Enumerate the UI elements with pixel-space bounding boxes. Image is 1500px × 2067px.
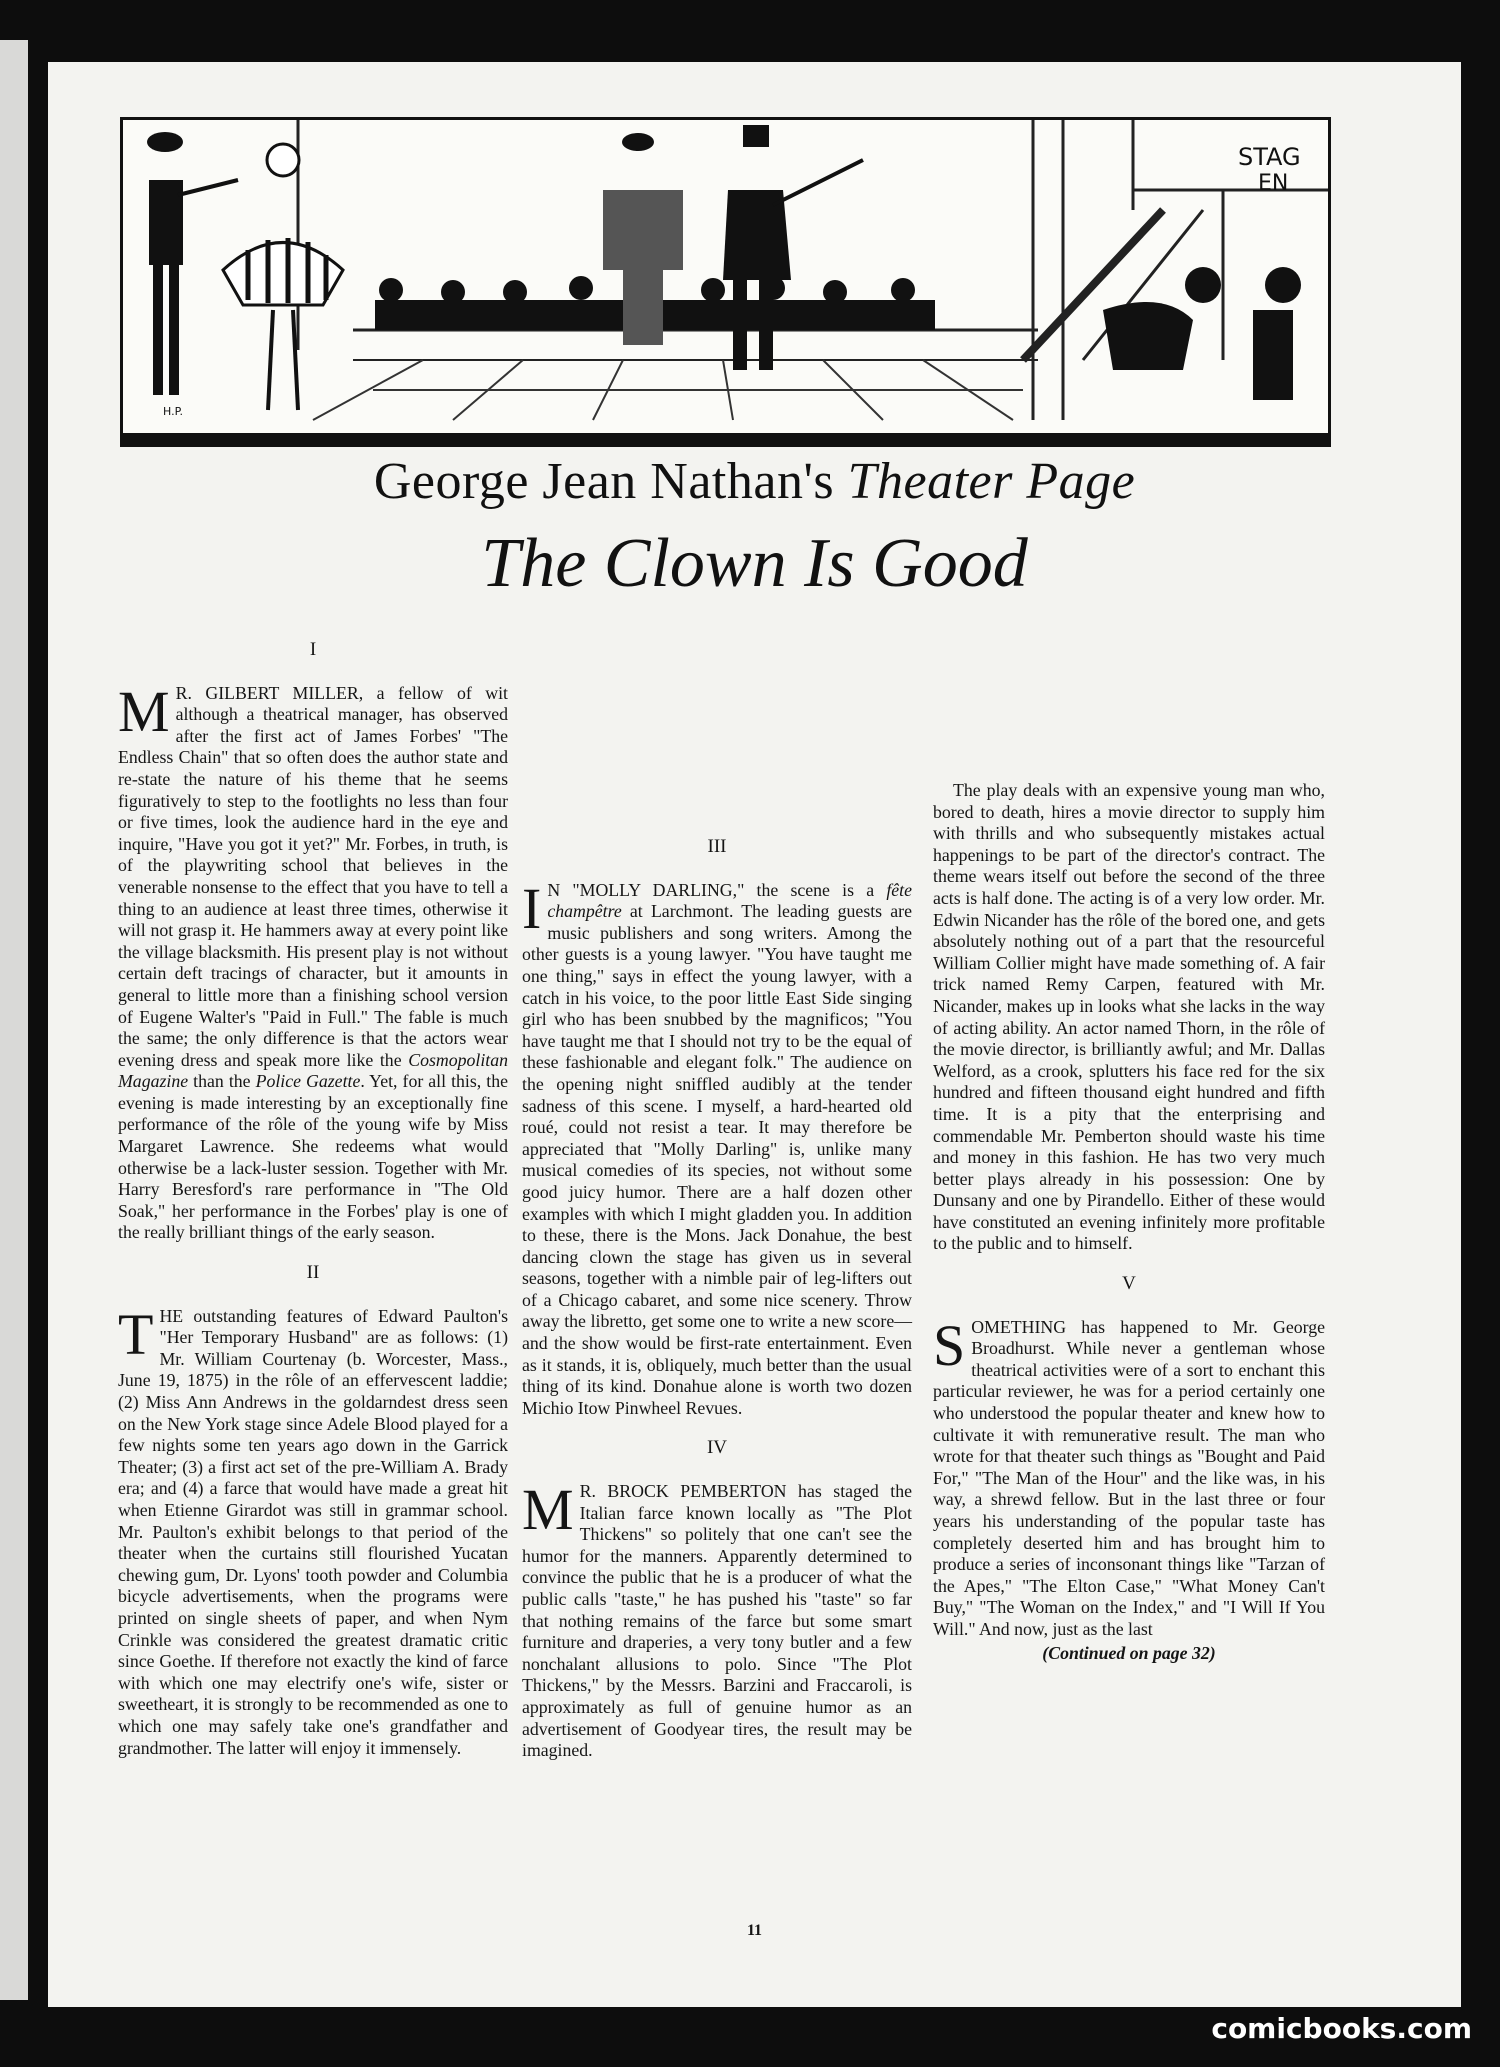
sign-text-1: STAG [1238,143,1301,171]
section-number: IV [706,1437,728,1459]
magazine-page [48,62,1461,2007]
section-number: I [309,639,317,660]
drop-cap: M [522,1477,574,1543]
article-title: The Clown Is Good [481,525,1028,602]
facing-page-edge [0,40,28,2000]
column-3 [933,630,1325,1664]
section-number: II [306,1262,320,1284]
section-number: III [707,836,727,857]
watermark: comicbooks.com [1211,2012,1472,2045]
column-1 [118,637,508,1759]
drop-cap: I [522,875,542,941]
sign-text-2: EN [1258,171,1289,196]
header-illustration [120,117,1331,447]
page-number: 11 [746,1922,763,1939]
drop-cap: T [118,1301,154,1367]
continued-note: (Continued on page 32) [1042,1642,1216,1663]
stage-scene-drawing [123,120,1328,433]
heading-author: George Jean Nathan's [373,453,848,510]
section-3-paragraph: I N "MOLLY DARLING," the scene is a fête champêtre at Larchmont. The leading guests are music publishers and song writers. Among the other guests is a young lawyer. "You have taught me one thing," says in effect the young lawyer, with a catch in his voice, to the poor little East Side singing girl who has been snubbed by the magnificos; "You have taught me that I should not try to be the equal of these fashionable and elegant folk." The audience on the opening night sniffled audibly at the tender sadness of this scene. I myself, a hard-hearted old roué, could not resist a tear. It may therefore be appreciated that "Molly Darling" is, unlike many musical comedies of its species, not without some good juicy humor. There are a half dozen other examples with which I might gladden you. In addition to these, there is the Mons. Jack Donahue, the best dancing clown the stage has given us in several seasons, together with a nimble pair of leg-lifters out of a Chicago cabaret, and some nice scenery. Throw away the libretto, get some one to write a new score—and the show would be first-rate entertainment. Even as it stands, it is, obliquely, much better than the usual thing of its kind. Donahue alone is worth two dozen Michio Itow Pinwheel Revues. [522,875,912,1418]
section-4-paragraph-2: The play deals with an expensive young man who, bored to death, hires a movie director to supply him with thrills and who subsequently mistakes actual happenings to be part of the director's contract. The theme wears itself out before the second of the three acts is half done. The acting is of a very low order. Mr. Edwin Nicander has the rôle of the bored one, and gets absolutely nothing out of a part that the resourceful William Collier might have made something of. A fair trick named Remy Carpen, featured with Mr. Nicander, makes up in looks what she lacks in the way of acting ability. An actor named Thorn, in the rôle of the movie director, is brilliantly awful; and Mr. Dallas Welford, as a crook, splutters his face red for the six hundred and fifteen thousand eight hundred and fifth time. It is a pity that the enterprising and commendable Mr. Pemberton should waste his time and money in this fashion. He has two very much better plays already in his possession: One by Dunsany and one by Pirandello. Either of these would have constituted an evening infinitely more profitable to the public and to himself. [933,780,1325,1254]
heading-italic: Theater Page [847,453,1136,510]
column-heading [48,452,1461,511]
drop-cap: S [933,1312,966,1378]
section-4-paragraph: M R. BROCK PEMBERTON has staged the Italian farce known locally as "The Plot Thickens" so politely that one can't see the humor for the manners. Apparently determined to convince the public that he is a producer of what the public calls "taste," he has pushed his "taste" so far that nothing remains of the farce but some smart furniture and draperies, a very tony butler and a few nonchalant allusions to polo. Since "The Plot Thickens," by the Messrs. Barzini and Fraccaroli, is approximately as full of genuine humor as an advertisement of Goodyear tires, the result may be imagined. [522,1477,912,1761]
section-5-paragraph: SOMETHING has happened to Mr. George Broadhurst. While never a gentleman whose theatrical activities were of a sort to enchant this particular reviewer, he was for a period certainly one who understood the popular theater and knew how to cultivate it with remunerative result. The man who wrote for that theater such things as "Bought and Paid For," "The Man of the Hour" and the like was, in his way, a shrewd fellow. But in the last three or four years his understanding of the popular taste has completely deserted him and has brought him to produce a series of inconsonant things like "Tarzan of the Apes," "The Elton Case," "What Money Can't Buy," "The Woman on the Index," and "I Will If You Will." And now, just as the last [933,1312,1325,1639]
section-1-paragraph: M R. GILBERT MILLER, a fellow of wit although a theatrical manager, has observed after the first act of James Forbes' "The Endless Chain" that so often does the author state and re-state the nature of his theme that he seems figuratively to step to the footlights no less than four or five times, look the audience hard in the eye and inquire, "Have you got it yet?" Mr. Forbes, in truth, is of the playwriting school that believes in the venerable nonsense to the effect that you have to tell a thing to an audience at least three times, otherwise it will not grasp it. He hammers away at every point like the village blacksmith. His present play is not without certain deft tracings of character, but it amounts in general to little more than a finishing school version of Eugene Walter's "Paid in Full." The fable is much the same; the only difference is that the actors wear evening dress and speak more like the Cosmopolitan Magazine than the Police Gazette. Yet, for all this, the evening is made interesting by an exceptionally fine performance of the rôle of the young wife by Miss Margaret Lawrence. She redeems what would otherwise be a lack-luster session. Together with Mr. Harry Beresford's rare performance in "The Old Soak," her performance in the Forbes' play is one of the really brilliant things of the early season. [118,678,508,1243]
section-2-paragraph: THE outstanding features of Edward Paulton's "Her Temporary Husband" are as follows: (1) Mr. William Courtenay (b. Worcester, Mass., June 19, 1875) in the rôle of an effervescent laddie; (2) Miss Ann Andrews in the goldarndest dress seen on the New York stage since Adele Blood played for a few nights some ten years ago down in the Garrick Theater; (3) a first act set of the pre-William A. Brady era; and (4) a farce that would have made a great hit when Etienne Girardot was still in grammar school. Mr. Paulton's exhibit belongs to that period of the theater when the curtains still flourished Yucatan chewing gum, Dr. Lyons' tooth powder and Columbia bicycle advertisements, when the programs were printed on single sheets of paper, and when Nym Crinkle was considered the greatest dramatic critic since Goethe. If therefore not exactly the kind of farce with which one may electrify one's wife, sister or sweetheart, it is strongly to be recommended as one to which one may safely take one's grandfather and grandmother. The latter will enjoy it immensely. [118,1301,508,1758]
section-number: V [1122,1273,1136,1295]
artist-signature: H.P. [163,405,183,418]
column-2 [522,630,912,1762]
drop-cap: M [118,678,170,744]
